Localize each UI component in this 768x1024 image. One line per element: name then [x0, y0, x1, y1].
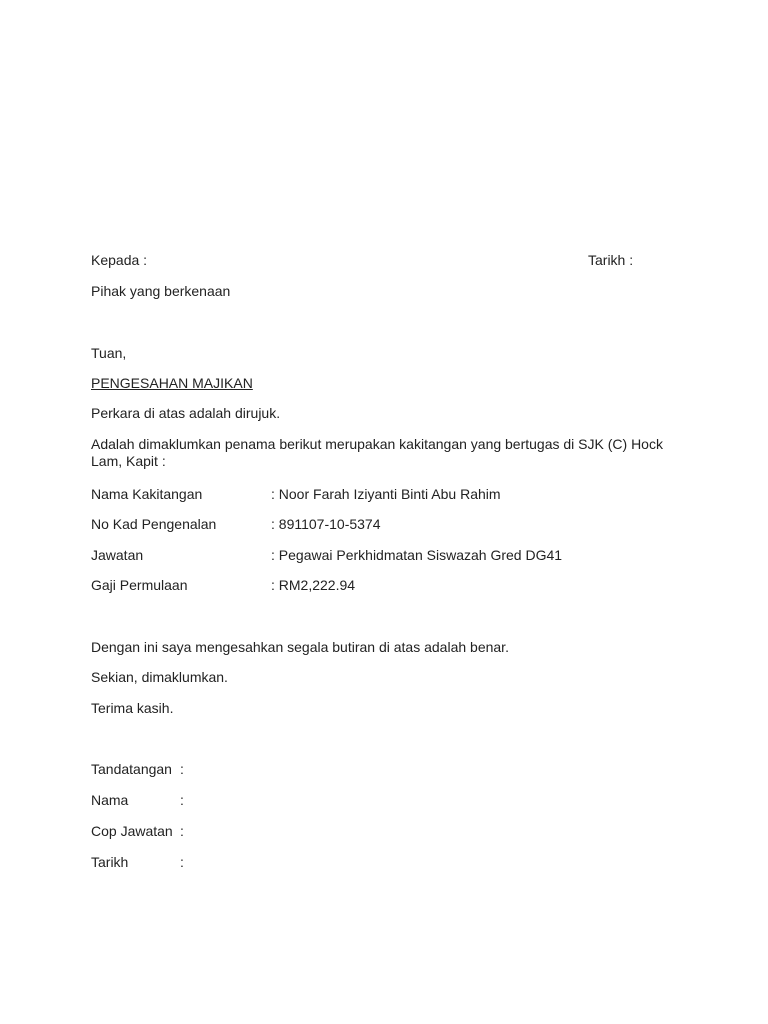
letter-subject: PENGESAHAN MAJIKAN	[91, 375, 253, 391]
paragraph-intro: Adalah dimaklumkan penama berikut merupakan kakitangan yang bertugas di SJK (C) Hock Lam, Kapit :	[91, 436, 663, 469]
detail-label-position: Jawatan	[91, 547, 144, 563]
stamp-colon: :	[180, 823, 184, 839]
detail-label-ic: No Kad Pengenalan	[91, 516, 217, 532]
detail-value-salary: : RM2,222.94	[271, 577, 356, 593]
sign-date-label: Tarikh	[91, 854, 129, 870]
sign-name-colon: :	[180, 792, 184, 808]
detail-label-salary: Gaji Permulaan	[91, 577, 188, 593]
recipient: Pihak yang berkenaan	[91, 283, 231, 299]
paragraph-reference: Perkara di atas adalah dirujuk.	[91, 405, 281, 421]
sign-date-colon: :	[180, 854, 184, 870]
signature-colon: :	[180, 761, 184, 777]
detail-value-ic: : 891107-10-5374	[271, 516, 381, 532]
to-label: Kepada :	[91, 252, 148, 268]
date-label: Tarikh :	[588, 252, 634, 268]
sign-name-label: Nama	[91, 792, 129, 808]
greeting: Tuan,	[91, 345, 127, 361]
closing-thanks: Terima kasih.	[91, 700, 174, 716]
closing-sekian: Sekian, dimaklumkan.	[91, 669, 228, 685]
signature-label: Tandatangan	[91, 761, 172, 777]
closing-confirm: Dengan ini saya mengesahkan segala butiran di atas adalah benar.	[91, 639, 509, 655]
detail-value-position: : Pegawai Perkhidmatan Siswazah Gred DG41	[271, 547, 563, 563]
detail-label-name: Nama Kakitangan	[91, 486, 203, 502]
detail-value-name: : Noor Farah Iziyanti Binti Abu Rahim	[271, 486, 501, 502]
stamp-label: Cop Jawatan	[91, 823, 173, 839]
